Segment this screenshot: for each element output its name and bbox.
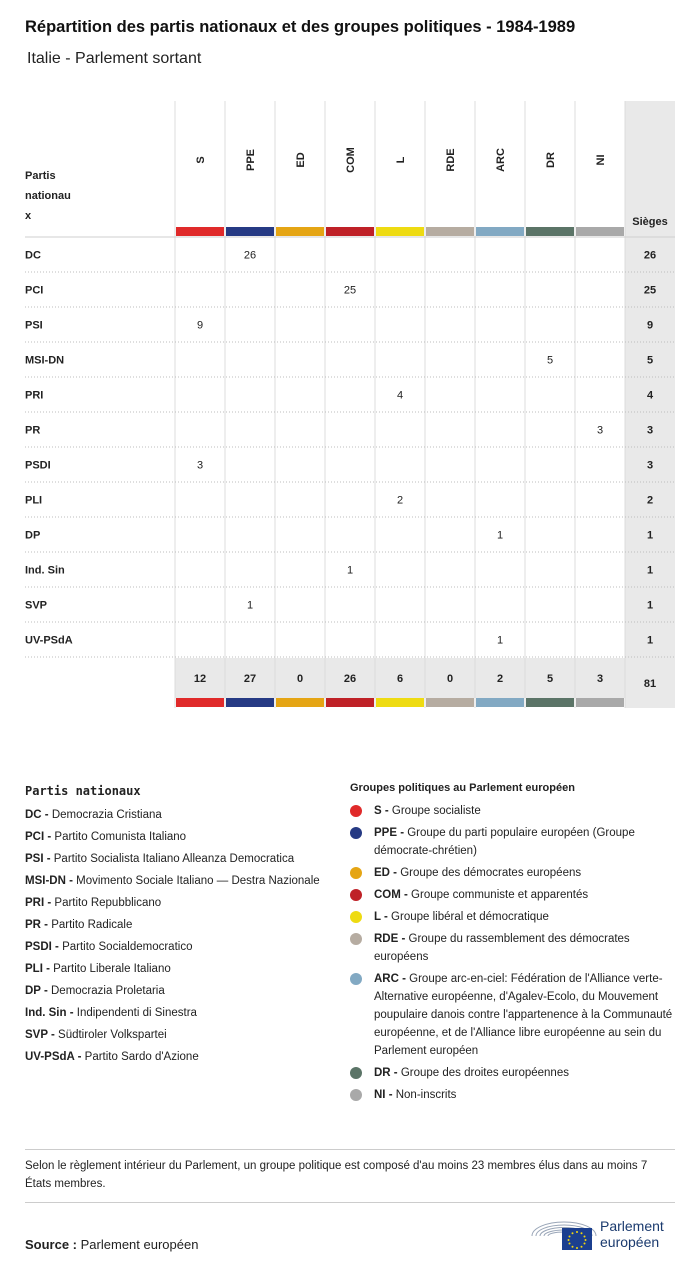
group-legend-item — [350, 970, 680, 1060]
party-label: PLI — [25, 494, 43, 507]
parties-legend — [25, 780, 335, 1068]
party-abbr: PLI - — [25, 963, 50, 975]
seat-value: 3 — [596, 424, 604, 437]
color-bar-ED — [276, 227, 324, 236]
group-legend-item — [350, 1064, 680, 1082]
divider — [25, 1149, 675, 1150]
party-name: Movimento Sociale Italiano — Destra Nazionale — [72, 875, 320, 887]
row-header-label: nationau — [25, 190, 71, 202]
party-name: Indipendenti di Sinestra — [73, 1007, 197, 1019]
row-total: 1 — [646, 599, 654, 612]
group-name: Groupe des démocrates européens — [397, 867, 582, 879]
party-abbr: Ind. Sin - — [25, 1007, 74, 1019]
group-name: Groupe communiste et apparentés — [407, 889, 589, 901]
party-label: UV-PSdA — [25, 634, 73, 647]
group-abbr: ED - — [374, 867, 397, 879]
logo-line-2: européen — [600, 1234, 660, 1250]
color-bar-DR — [526, 227, 574, 236]
group-name: Groupe du rassemblement des démocrates européens — [374, 933, 630, 963]
column-header-DR: DR — [545, 152, 557, 168]
chart-title: Répartition des partis nationaux et des groupes politiques - 1984-1989 — [25, 18, 576, 36]
row-header-label: x — [25, 210, 32, 222]
party-abbr: PSDI - — [25, 941, 59, 953]
party-legend-item — [25, 1046, 335, 1068]
chart-subtitle: Italie - Parlement sortant — [27, 50, 202, 67]
party-legend-item — [25, 1002, 335, 1024]
row-header-label: Partis — [25, 170, 56, 182]
groups-legend-heading: Groupes politiques au Parlement européen — [350, 782, 575, 794]
total-header-label: Sièges — [632, 216, 668, 228]
row-total: 9 — [646, 319, 654, 332]
party-label: MSI-DN — [25, 354, 65, 367]
group-color-swatch — [350, 889, 362, 901]
party-name: Partito Socialdemocratico — [58, 941, 193, 953]
group-color-swatch — [350, 827, 362, 839]
party-abbr: PR - — [25, 919, 48, 931]
party-name: Partito Socialista Italiano Alleanza Democratica — [50, 853, 295, 865]
logo-line-1: Parlement — [600, 1218, 664, 1234]
group-name: Groupe arc-en-ciel: Fédération de l'Alliance verte-Alternative européenne, d'Agalev-Ecolo, du Mouvement poupulaire danois contre l'appartenence à la Communauté européenne, et de l'Alliance libre européenne au sein du Parlement européen — [374, 973, 673, 1057]
party-legend-item — [25, 1024, 335, 1046]
group-legend-item — [350, 908, 680, 926]
group-color-swatch — [350, 1067, 362, 1079]
row-total: 26 — [643, 249, 657, 262]
seat-value: 2 — [396, 494, 404, 507]
column-header-RDE: RDE — [445, 148, 457, 172]
party-abbr: DP - — [25, 985, 48, 997]
source-line — [25, 1237, 198, 1252]
party-abbr: SVP - — [25, 1029, 55, 1041]
column-total: 3 — [596, 673, 604, 685]
grand-total: 81 — [643, 678, 657, 690]
column-header-PPE: PPE — [245, 148, 257, 172]
seat-value: 3 — [196, 459, 204, 472]
party-label: SVP — [25, 599, 48, 612]
party-legend-item — [25, 892, 335, 914]
row-total: 2 — [646, 494, 654, 507]
color-bar-bottom-NI — [576, 698, 624, 707]
party-name: Partito Sardo d'Azione — [81, 1051, 199, 1063]
party-name: Partito Radicale — [48, 919, 133, 931]
party-legend-item — [25, 848, 335, 870]
seat-value: 4 — [396, 389, 404, 402]
color-bar-bottom-PPE — [226, 698, 274, 707]
party-abbr: PSI - — [25, 853, 51, 865]
column-header-L: L — [395, 156, 407, 164]
color-bar-S — [176, 227, 224, 236]
column-header-COM: COM — [345, 147, 357, 173]
color-bar-COM — [326, 227, 374, 236]
color-bar-NI — [576, 227, 624, 236]
column-header-ED: ED — [295, 152, 307, 168]
party-legend-item — [25, 870, 335, 892]
column-total: 5 — [546, 673, 554, 685]
party-label: PR — [25, 424, 41, 437]
group-name: Groupe du parti populaire européen (Groupe démocrate-chrétien) — [374, 827, 635, 857]
party-legend-item — [25, 980, 335, 1002]
logo-text — [600, 1218, 664, 1250]
totals-column-bg — [625, 101, 675, 708]
party-legend-item — [25, 804, 335, 826]
row-total: 1 — [646, 564, 654, 577]
party-legend-item — [25, 826, 335, 848]
row-total: 3 — [646, 459, 654, 472]
group-color-swatch — [350, 933, 362, 945]
column-total: 12 — [193, 673, 207, 685]
group-legend-item — [350, 824, 680, 860]
seat-value: 25 — [343, 284, 357, 297]
seat-value: 5 — [546, 354, 554, 367]
row-total: 4 — [646, 389, 654, 402]
party-label: PSI — [25, 319, 43, 332]
column-total: 2 — [496, 673, 504, 685]
color-bar-bottom-RDE — [426, 698, 474, 707]
group-abbr: S - — [374, 805, 389, 817]
column-total: 0 — [446, 673, 454, 685]
divider — [25, 1202, 675, 1203]
seat-value: 1 — [246, 599, 254, 612]
seat-value: 9 — [196, 319, 204, 332]
column-total: 27 — [243, 673, 257, 685]
group-legend-item — [350, 1086, 680, 1104]
group-color-swatch — [350, 973, 362, 985]
group-name: Groupe socialiste — [388, 805, 481, 817]
party-label: DC — [25, 249, 41, 262]
column-header-ARC: ARC — [495, 148, 507, 172]
group-legend-item — [350, 802, 680, 820]
column-header-S: S — [195, 156, 207, 164]
group-legend-item — [350, 930, 680, 966]
color-bar-bottom-L — [376, 698, 424, 707]
color-bar-PPE — [226, 227, 274, 236]
party-name: Partito Comunista Italiano — [51, 831, 187, 843]
party-name: Partito Repubblicano — [51, 897, 162, 909]
row-total: 3 — [646, 424, 654, 437]
group-name: Groupe libéral et démocratique — [387, 911, 549, 923]
group-color-swatch — [350, 805, 362, 817]
color-bar-bottom-COM — [326, 698, 374, 707]
party-label: Ind. Sin — [25, 564, 65, 577]
party-label: DP — [25, 529, 41, 542]
group-legend-item — [350, 864, 680, 882]
color-bar-RDE — [426, 227, 474, 236]
group-name: Groupe des droites européennes — [397, 1067, 569, 1079]
group-color-swatch — [350, 1089, 362, 1101]
color-bar-bottom-S — [176, 698, 224, 707]
group-color-swatch — [350, 867, 362, 879]
party-name: Democrazia Proletaria — [47, 985, 165, 997]
party-abbr: DC - — [25, 809, 49, 821]
party-legend-item — [25, 958, 335, 980]
column-total: 0 — [296, 673, 304, 685]
group-legend-item — [350, 886, 680, 904]
seat-value: 1 — [346, 564, 354, 577]
party-label: PSDI — [25, 459, 51, 472]
groups-legend — [350, 780, 680, 1108]
row-total: 25 — [643, 284, 657, 297]
group-abbr: COM - — [374, 889, 408, 901]
group-name: Non-inscrits — [392, 1089, 457, 1101]
source-value: Parlement européen — [80, 1237, 199, 1252]
party-name: Democrazia Cristiana — [48, 809, 162, 821]
party-abbr: MSI-DN - — [25, 875, 73, 887]
party-legend-item — [25, 936, 335, 958]
column-total: 26 — [343, 673, 357, 685]
source-label: Source : — [25, 1237, 78, 1252]
parties-legend-heading: Partis nationaux — [25, 784, 141, 798]
row-total: 5 — [646, 354, 654, 367]
party-abbr: PCI - — [25, 831, 52, 843]
group-abbr: PPE - — [374, 827, 405, 839]
party-abbr: UV-PSdA - — [25, 1051, 82, 1063]
row-total: 1 — [646, 529, 654, 542]
seat-value: 1 — [496, 529, 504, 542]
color-bar-bottom-DR — [526, 698, 574, 707]
party-abbr: PRI - — [25, 897, 52, 909]
color-bar-L — [376, 227, 424, 236]
group-abbr: DR - — [374, 1067, 398, 1079]
group-abbr: RDE - — [374, 933, 406, 945]
group-abbr: ARC - — [374, 973, 406, 985]
party-label: PCI — [25, 284, 44, 297]
group-abbr: NI - — [374, 1089, 393, 1101]
party-label: PRI — [25, 389, 44, 402]
party-legend-item — [25, 914, 335, 936]
color-bar-bottom-ED — [276, 698, 324, 707]
color-bar-bottom-ARC — [476, 698, 524, 707]
party-name: Partito Liberale Italiano — [49, 963, 171, 975]
color-bar-ARC — [476, 227, 524, 236]
column-total: 6 — [396, 673, 404, 685]
seat-value: 1 — [496, 634, 504, 647]
column-header-NI: NI — [595, 154, 607, 166]
group-abbr: L - — [374, 911, 388, 923]
group-color-swatch — [350, 911, 362, 923]
footnote: Selon le règlement intérieur du Parlement, un groupe politique est composé d'au moins 23 membres élus dans au moins 7 États membres. — [25, 1160, 648, 1190]
row-total: 1 — [646, 634, 654, 647]
party-name: Südtiroler Volkspartei — [54, 1029, 167, 1041]
seat-value: 26 — [243, 249, 257, 262]
